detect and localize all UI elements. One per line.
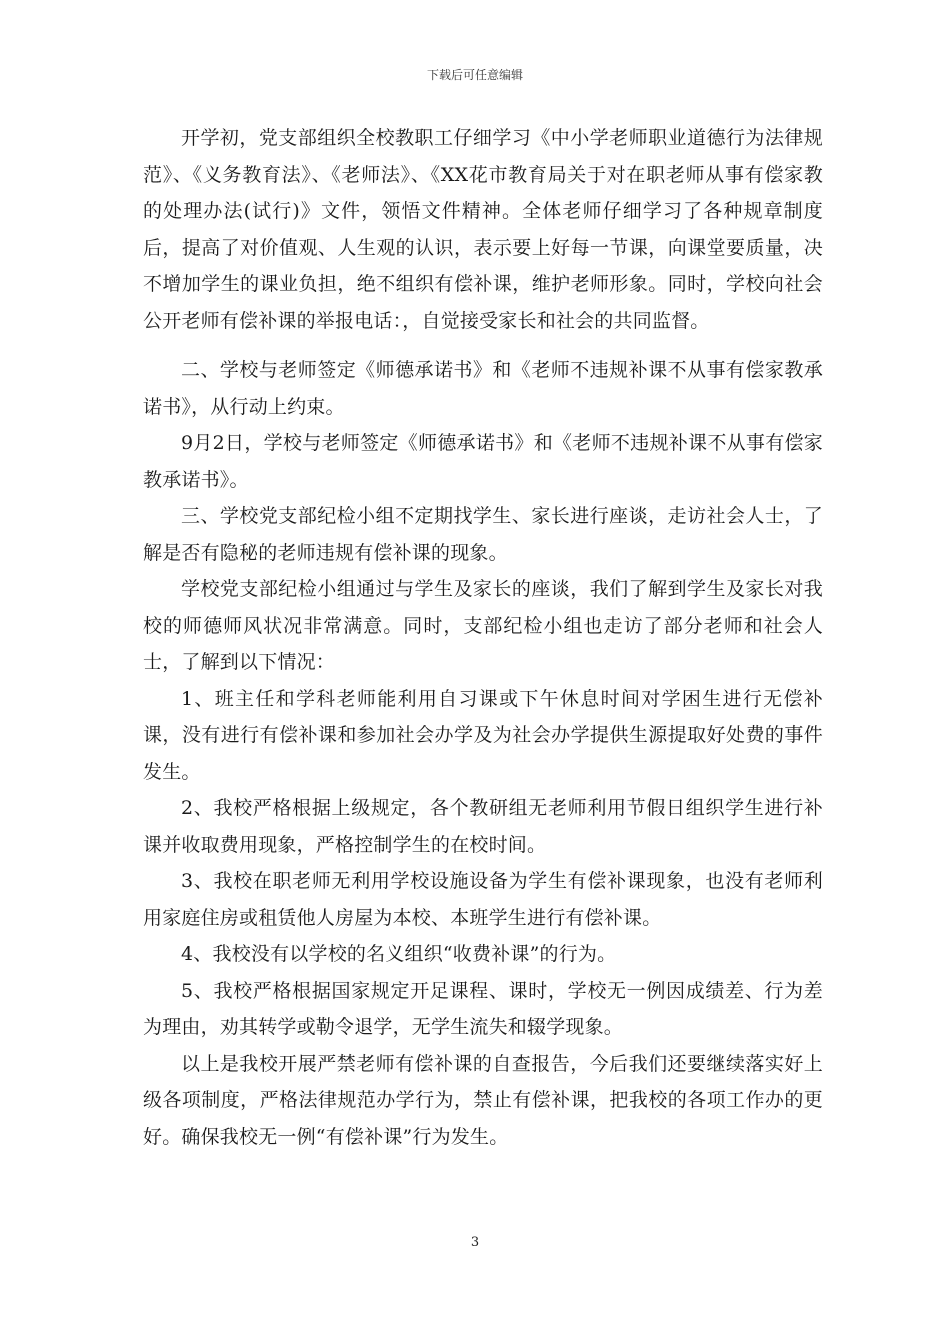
paragraph-intro: 开学初，党支部组织全校教职工仔细学习《中小学老师职业道德行为法律规范》、《义务教育法》、《老师法》、《XX花市教育局关于对在职老师从事有偿家教的处理办法(试行)》文件，领悟文件精神。全体老师仔细学习了各种规章制度后，提高了对价值观、人生观的认识，表示要上好每一节课，向课堂要质量，决不增加学生的课业负担，绝不组织有偿补课，维护老师形象。同时，学校向社会公开老师有偿补课的举报电话：，自觉接受家长和社会的共同监督。 (143, 127, 823, 332)
paragraph-sign-date: 9月2日，学校与老师签定《师德承诺书》和《老师不违规补课不从事有偿家教承诺书》。 (143, 432, 823, 491)
page-number: 3 (470, 1235, 480, 1250)
list-item-1: 1、班主任和学科老师能利用自习课或下午休息时间对学困生进行无偿补课，没有进行有偿补课和参加社会办学及为社会办学提供生源提取好处费的事件发生。 (143, 687, 823, 783)
body-block (143, 352, 823, 1155)
paragraph-survey: 学校党支部纪检小组通过与学生及家长的座谈，我们了解到学生及家长对我校的师德师风状况非常满意。同时，支部纪检小组也走访了部分老师和社会人士，了解到以下情况： (143, 578, 823, 673)
list-item-5: 5、我校严格根据国家规定开足课程、课时，学校无一例因成绩差、行为差为理由，劝其转学或勒令退学，无学生流失和辍学现象。 (143, 979, 823, 1038)
intro-block (143, 120, 823, 339)
list-item-4: 4、我校没有以学校的名义组织“收费补课”的行为。 (181, 943, 617, 965)
page-header: 下载后可任意编辑 (426, 68, 523, 82)
list-item-3: 3、我校在职老师无利用学校设施设备为学生有偿补课现象，也没有老师利用家庭住房或租赁他人房屋为本校、本班学生进行有偿补课。 (143, 870, 823, 929)
section-two-heading: 二、学校与老师签定《师德承诺书》和《老师不违规补课不从事有偿家教承诺书》，从行动上约束。 (143, 359, 823, 418)
section-three-heading: 三、学校党支部纪检小组不定期找学生、家长进行座谈，走访社会人士，了解是否有隐秘的老师违规有偿补课的现象。 (143, 505, 823, 564)
paragraph-conclusion: 以上是我校开展严禁老师有偿补课的自查报告，今后我们还要继续落实好上级各项制度，严格法律规范办学行为，禁止有偿补课，把我校的各项工作办的更好。确保我校无一例“有偿补课”行为发生。 (143, 1052, 823, 1148)
list-item-2: 2、我校严格根据上级规定，各个教研组无老师利用节假日组织学生进行补课并收取费用现象，严格控制学生的在校时间。 (143, 797, 823, 856)
